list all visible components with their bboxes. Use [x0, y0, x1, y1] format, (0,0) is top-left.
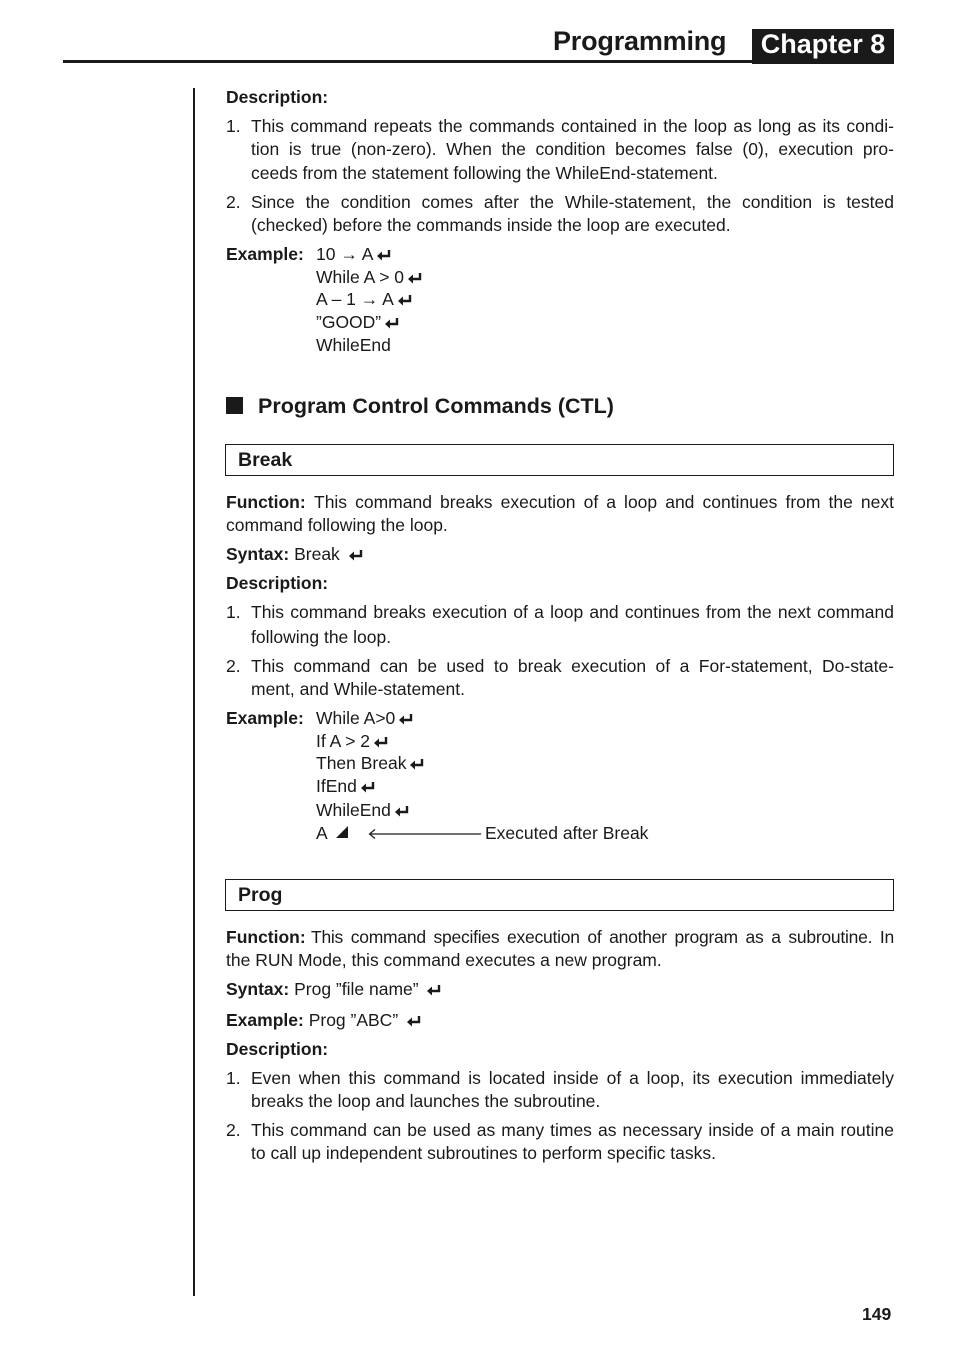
list-item-line: to call up independent subroutines to perform specific tasks. [251, 1143, 716, 1163]
code-line: IfEnd [316, 775, 375, 798]
code-line: WhileEnd [316, 799, 409, 822]
code-line: ”GOOD” [316, 311, 399, 334]
list-item-line: This command breaks execution of a loop and continues from the next command [251, 602, 894, 622]
enter-icon [426, 984, 441, 996]
example-label: Example: [226, 708, 304, 728]
code-line: While A > 0 [316, 266, 422, 289]
list-item-line: breaks the loop and launches the subroutine. [251, 1091, 601, 1111]
list-item-line: tion is true (non-zero). When the condition becomes false (0), execution pro- [251, 139, 894, 159]
enter-icon [376, 249, 391, 261]
enter-icon [409, 758, 424, 770]
code-line: If A > 2 [316, 730, 388, 753]
chapter-label: Chapter 8 [752, 29, 894, 64]
description-label: Description: [226, 87, 329, 107]
enter-icon [394, 805, 409, 817]
list-item-line: following the loop. [251, 627, 392, 647]
description-label: Description: [226, 1039, 329, 1059]
section-heading: Program Control Commands (CTL) [226, 393, 614, 419]
enter-icon [407, 272, 422, 284]
function-label: Function: [226, 492, 306, 512]
list-item-number: 1. [226, 1068, 241, 1088]
code-line: WhileEnd [316, 335, 391, 355]
list-item-number: 1. [226, 116, 241, 136]
function-text: the RUN Mode, this command executes a new program. [226, 950, 662, 970]
list-item-number: 1. [226, 602, 241, 622]
code-line: A [316, 823, 328, 843]
code-line: A – 1 → A [316, 288, 412, 311]
prog-title: Prog [238, 884, 283, 906]
example-label: Example: [226, 244, 304, 264]
list-item-line: ment, and While-statement. [251, 679, 465, 699]
list-item-line: Since the condition comes after the While-statement, the condition is tested [251, 192, 894, 212]
margin-divider [193, 88, 195, 1296]
function-text: command following the loop. [226, 515, 448, 535]
list-item-number: 2. [226, 1120, 241, 1140]
function-label: Function: [226, 927, 306, 947]
enter-icon [397, 294, 412, 306]
list-item-line: This command repeats the commands contained in the loop as long as its condi- [251, 116, 894, 136]
code-line: While A>0 [316, 707, 413, 730]
page-header-title: Programming [553, 26, 727, 56]
enter-icon [373, 736, 388, 748]
page-number: 149 [862, 1304, 892, 1324]
list-item-number: 2. [226, 192, 241, 212]
list-item-line: This command can be used as many times as necessary inside of a main routine [251, 1120, 894, 1140]
enter-icon [360, 781, 375, 793]
header-divider [63, 60, 894, 63]
enter-icon [348, 549, 363, 561]
code-line: 10 → A [316, 243, 391, 266]
syntax-line: Syntax: Prog ”file name” [226, 978, 441, 1001]
syntax-line: Syntax: Break [226, 543, 363, 566]
list-item-line: Even when this command is located inside of a loop, its execution immediately [251, 1068, 894, 1088]
function-text: This command specifies execution of another program as a subroutine. In [311, 927, 894, 947]
list-item-number: 2. [226, 656, 241, 676]
code-line: Then Break [316, 752, 424, 775]
example-line: Example: Prog ”ABC” [226, 1009, 421, 1032]
list-item-line: ceeds from the statement following the WhileEnd-statement. [251, 163, 718, 183]
break-title: Break [238, 449, 293, 471]
description-label: Description: [226, 573, 329, 593]
display-triangle-icon [335, 825, 349, 839]
list-item-line: (checked) before the commands inside the loop are executed. [251, 215, 731, 235]
list-item-line: This command can be used to break execution of a For-statement, Do-state- [251, 656, 894, 676]
enter-icon [406, 1015, 421, 1027]
function-text: This command breaks execution of a loop and continues from the next [314, 492, 894, 512]
break-heading-box [225, 444, 894, 476]
square-bullet-icon [226, 397, 243, 414]
annotation-text: Executed after Break [485, 823, 649, 843]
prog-heading-box [225, 879, 894, 911]
enter-icon [384, 317, 399, 329]
enter-icon [398, 713, 413, 725]
left-arrow-icon [368, 828, 482, 840]
